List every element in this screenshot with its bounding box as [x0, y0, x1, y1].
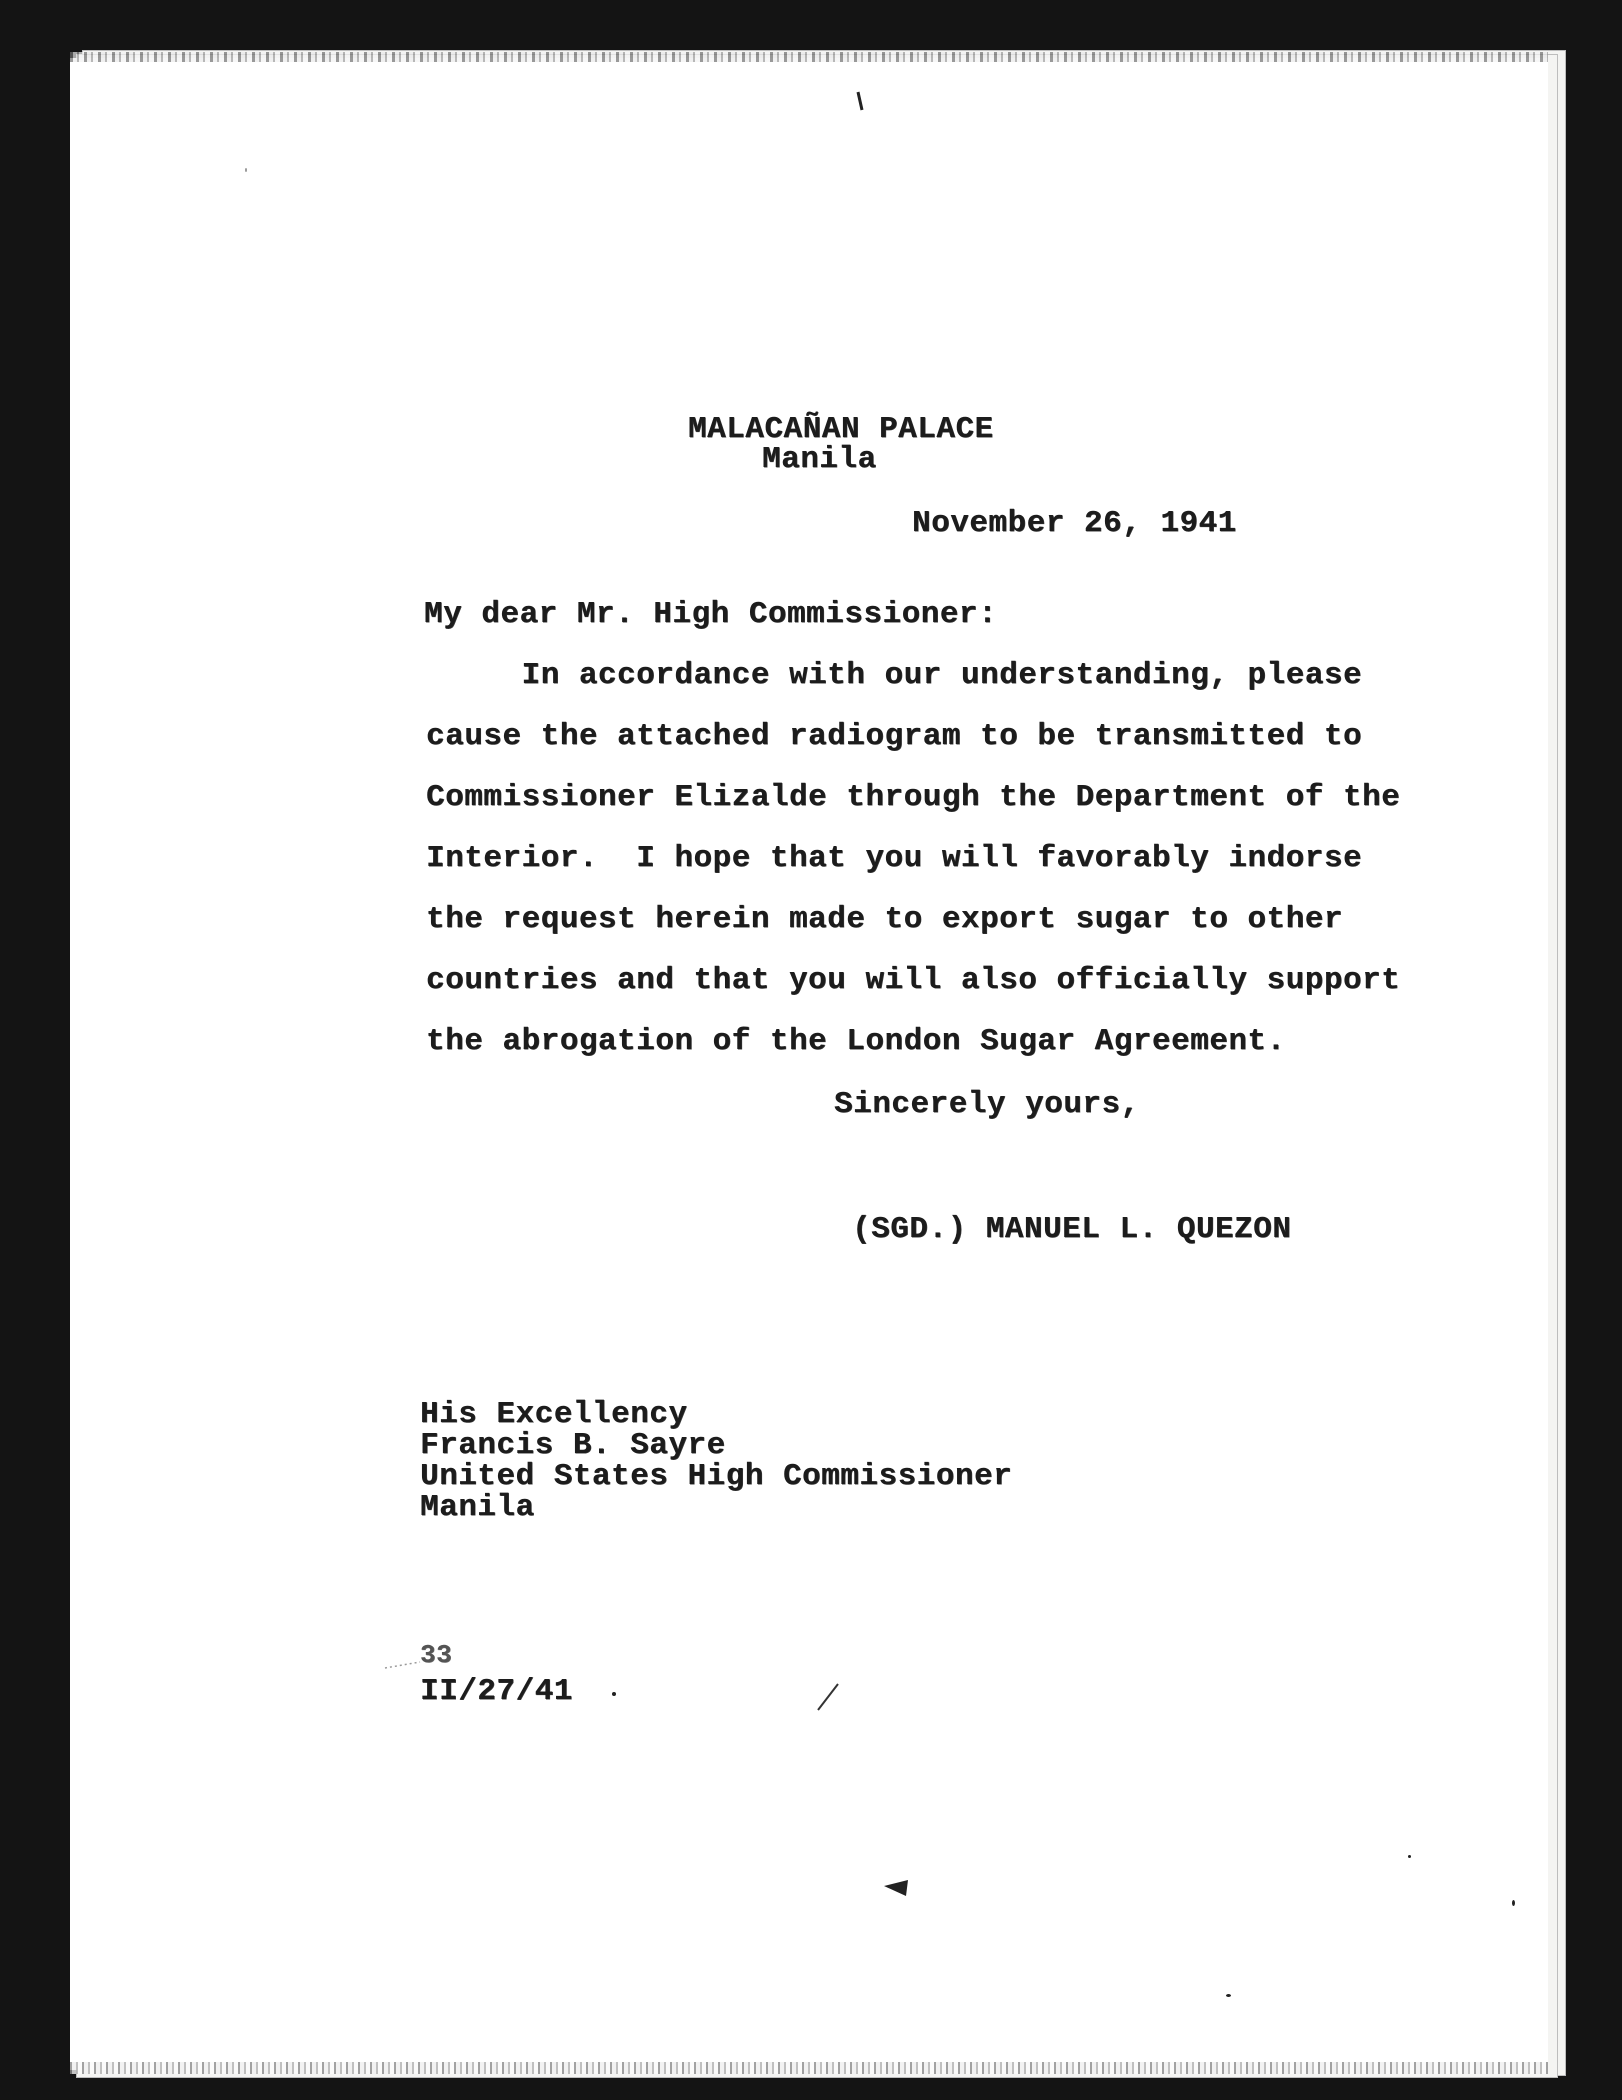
addressee-title: His Excellency [420, 1397, 688, 1432]
reference-initials: 33 [420, 1640, 453, 1670]
body-line: the request herein made to export sugar to other [426, 902, 1343, 937]
letterhead-city: Manila [762, 442, 877, 477]
salutation: My dear Mr. High Commissioner: [424, 597, 998, 632]
speck [1226, 1994, 1231, 1997]
smudge-line [385, 1662, 420, 1668]
body-line: countries and that you will also officially support [426, 963, 1401, 998]
body-line: cause the attached radiogram to be transmitted to [426, 719, 1363, 754]
body-line: Commissioner Elizalde through the Department of the [426, 780, 1401, 815]
letterhead-institution: MALACAÑAN PALACE [688, 412, 994, 447]
ink-blot [884, 1880, 908, 1896]
body-line: In accordance with our understanding, please [426, 658, 1363, 693]
pencil-stroke [818, 1684, 838, 1710]
speck [245, 168, 247, 172]
signature: (SGD.) MANUEL L. QUEZON [852, 1212, 1292, 1247]
letter-date: November 26, 1941 [912, 506, 1237, 541]
reference-date: II/27/41 [420, 1674, 573, 1709]
closing: Sincerely yours, [834, 1087, 1140, 1122]
speck [612, 1692, 616, 1696]
pencil-tick [858, 92, 862, 110]
addressee-name: Francis B. Sayre [420, 1428, 726, 1463]
body-line: the abrogation of the London Sugar Agreement. [426, 1024, 1286, 1059]
addressee-position: United States High Commissioner [420, 1459, 1013, 1494]
speck [1512, 1900, 1515, 1906]
addressee-city: Manila [420, 1490, 535, 1525]
speck [1408, 1855, 1411, 1858]
body-line: Interior. I hope that you will favorably indorse [426, 841, 1363, 876]
